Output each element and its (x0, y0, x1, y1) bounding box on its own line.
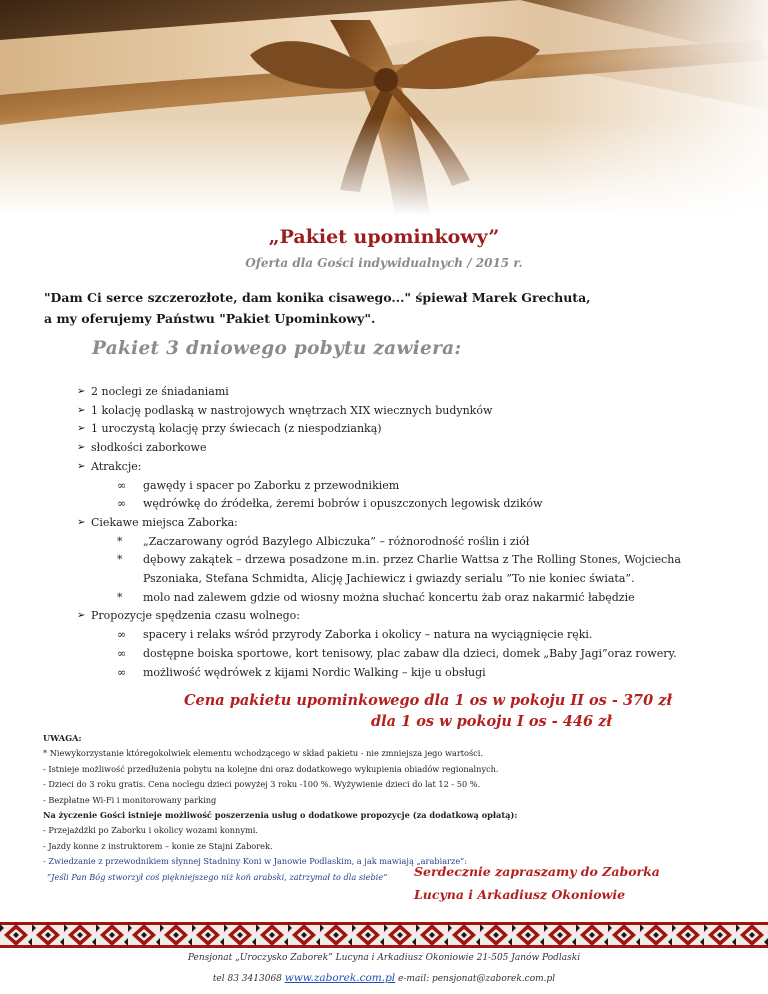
infinity-bullet-icon: ∞ (117, 478, 127, 492)
sub-list-item: * „Zaczarowany ogród Bazylego Albiczuka” – różnorodność roślin i ziół (77, 533, 681, 552)
arrow-bullet-icon: ➢ (77, 386, 86, 397)
sub-list-item: * molo nad zalewem gdzie od wiosny można słuchać koncertu żab oraz nakarmić łabędzie (77, 589, 681, 608)
closing-signature (414, 860, 660, 906)
note-line: - Dzieci do 3 roku gratis. Cena noclegu dzieci powyżej 3 roku -100 %. Wyżywienie dzieci do lat 12 - 50 %. (43, 779, 481, 790)
sub-list-item: ∞ możliwość wędrówek z kijami Nordic Walking – kije u obsługi (77, 664, 681, 683)
arrow-bullet-icon: ➢ (77, 423, 86, 435)
note-line: - Przejażdżki po Zaborku i okolicy wozami konnymi. (43, 825, 258, 836)
list-item: ➢ Propozycje spędzenia czasu wolnego: (77, 607, 681, 626)
intro-line: a my oferujemy Państwu "Pakiet Upominkowy". (44, 311, 376, 326)
arrow-bullet-icon: ➢ (77, 610, 86, 622)
list-item: ➢ Ciekawe miejsca Zaborka: (77, 514, 681, 533)
arabian-horse-quote: ”Jeśli Pan Bóg stworzył coś piękniejszego niż koń arabski, zatrzymał to dla siebie” (47, 871, 388, 882)
star-bullet-icon: * (117, 553, 123, 567)
closing-names: Lucyna i Arkadiusz Okoniowie (414, 887, 626, 902)
arrow-bullet-icon: ➢ (77, 516, 86, 528)
website-link[interactable]: www.zaborek.com.pl (284, 972, 396, 984)
footer-email: e-mail: pensjonat@zaborek.com.pl (398, 974, 556, 984)
list-item: ➢ 1 uroczystą kolację przy świecach (z niespodzianką) (77, 420, 681, 439)
sub-list-item: ∞ gawędy i spacer po Zaborku z przewodnikiem (77, 477, 681, 496)
sub-list-item: ∞ dostępne boiska sportowe, kort tenisowy, plac zabaw dla dzieci, domek „Baby Jagi”oraz rowery. (77, 645, 681, 664)
infinity-bullet-icon: ∞ (117, 497, 127, 511)
list-item: ➢ Atrakcje: (77, 458, 681, 477)
sub-list-item-continuation: Pszoniaka, Stefana Schmidta, Alicję Jachiewicz i gwiazdy serialu ”To nie koniec świata”. (143, 572, 635, 586)
intro-line: "Dam Ci serce szczerozłote, dam konika cisawego..." śpiewał Marek Grechuta, (44, 290, 591, 305)
price-line-single: dla 1 os w pokoju I os - 446 zł (371, 713, 612, 730)
infinity-bullet-icon: ∞ (117, 665, 127, 679)
sub-list-item: * dębowy zakątek – drzewa posadzone m.in. przez Charlie Wattsa z The Rolling Stones, Wojciecha (77, 551, 681, 570)
arrow-bullet-icon: ➢ (77, 460, 86, 472)
note-extra-services-heading: Na życzenie Gości istnieje możliwość poszerzenia usług o dodatkowe propozycje (za dodatkową opłatą): (43, 810, 518, 821)
closing-invitation: Serdecznie zapraszamy do Zaborka (414, 864, 660, 879)
note-line: - Bezpłatne Wi-Fi i monitorowany parking (43, 794, 217, 805)
offer-subtitle: Oferta dla Gości indywidualnych / 2015 r. (245, 256, 523, 270)
sub-list-item: ∞ spacery i relaks wśród przyrody Zaborka i okolicy – natura na wyciągnięcie ręki. (77, 626, 681, 645)
note-line-stud-farm: - Zwiedzanie z przewodnikiem słynnej Stadniny Koni w Janowie Podlaskim, a jak mawiają „arabiarze”: (43, 856, 468, 867)
star-bullet-icon: * (117, 534, 123, 548)
sub-list-item: ∞ wędrówkę do źródełka, żeremi bobrów i opuszczonych legowisk dzików (77, 495, 681, 514)
arrow-bullet-icon: ➢ (77, 404, 86, 416)
footer-address: Pensjonat „Uroczysko Zaborek” Lucyna i Arkadiusz Okoniowie 21-505 Janów Podlaski (187, 953, 581, 963)
list-item: ➢ 1 kolację podlaską w nastrojowych wnętrzach XIX wiecznych budynków (77, 402, 681, 421)
list-item: ➢ słodkości zaborkowe (77, 439, 681, 458)
footer-phone: tel 83 3413068 (212, 974, 282, 984)
note-line: - Jazdy konne z instruktorem – konie ze Stajni Zaborek. (43, 840, 273, 851)
folk-pattern-band (0, 922, 768, 948)
intro-text (44, 287, 591, 329)
note-line: * Niewykorzystanie któregokolwiek elementu wchodzącego w skład pakietu - nie zmniejsza jego wartości. (43, 748, 483, 759)
arrow-bullet-icon: ➢ (77, 442, 86, 454)
infinity-bullet-icon: ∞ (117, 646, 127, 660)
package-contents-list (77, 383, 681, 682)
star-bullet-icon: * (117, 590, 123, 604)
note-line: - Istnieje możliwość przedłużenia pobytu na kolejne dni oraz dodatkowego wykupienia obiadów regionalnych. (43, 763, 499, 774)
infinity-bullet-icon: ∞ (117, 628, 127, 642)
price-line-double: Cena pakietu upominkowego dla 1 os w pokoju II os - 370 zł (184, 692, 673, 709)
gift-box-image (0, 0, 768, 215)
footer-contact (0, 972, 768, 984)
offer-title: „Pakiet upominkowy” (268, 226, 500, 248)
notes-heading: UWAGA: (43, 733, 82, 743)
list-item: ➢ 2 noclegi ze śniadaniami (77, 383, 681, 402)
package-heading: Pakiet 3 dniowego pobytu zawiera: (92, 338, 462, 359)
